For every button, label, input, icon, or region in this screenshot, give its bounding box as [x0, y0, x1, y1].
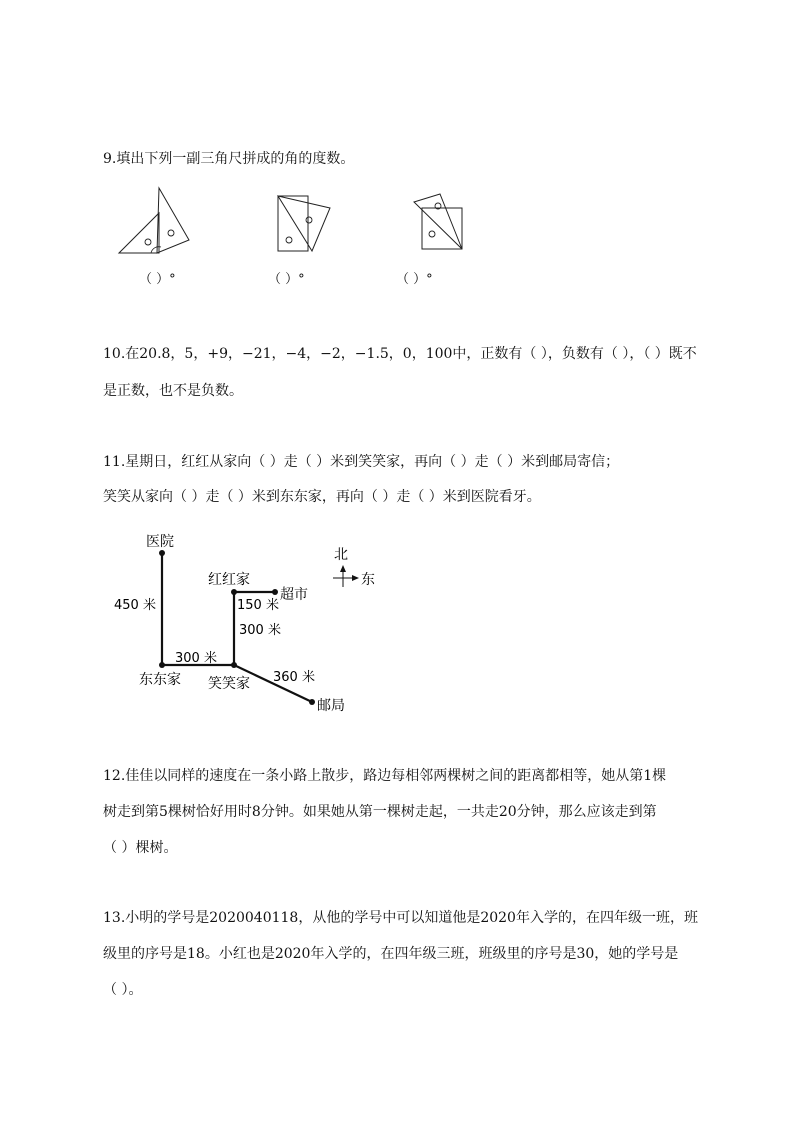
honghong-home-point [231, 589, 237, 595]
q11-line-1: 11.星期日，红红从家向（ ）走（ ）米到笑笑家，再向（ ）走（ ）米到邮局寄信； [103, 454, 620, 470]
distance-300-horizontal-label: 300 米 [175, 651, 217, 666]
q12-line-1: 12.佳佳以同样的速度在一条小路上散步，路边每相邻两棵树之间的距离都相等，她从第1棵 [103, 768, 667, 784]
dongdong-home-label: 东东家 [139, 672, 181, 688]
xiaoxiao-home-point [231, 662, 237, 668]
dongdong-home-point [159, 662, 165, 668]
q13-line-2: 级里的序号是18。小红也是2020年入学的，在四年级三班，班级里的序号是30，她的学号是 [103, 946, 679, 962]
q9-caption-3: （ ）° [396, 272, 433, 287]
q9-caption-1: （ ）° [139, 272, 176, 287]
compass-icon [333, 565, 359, 587]
q12-line-2: 树走到第5棵树恰好用时8分钟。如果她从第一棵树走起，一共走20分钟，那么应该走到第 [103, 804, 657, 820]
q11-line-2: 笑笑从家向（ ）走（ ）米到东东家，再向（ ）走（ ）米到医院看牙。 [103, 489, 541, 505]
q10-line-1: 10.在20.8，5，+9，−21，−4，−2，−1.5，0，100中，正数有（ ），负数有（ ），（ ）既不 [103, 346, 697, 362]
triangle-figure-3 [408, 188, 468, 254]
hospital-label: 医院 [146, 534, 174, 550]
north-label: 北 [334, 547, 348, 563]
supermarket-label: 超市 [280, 587, 308, 603]
route-map [100, 525, 400, 725]
q9-text: 9.填出下列一副三角尺拼成的角的度数。 [103, 151, 355, 167]
triangle-figure-1 [115, 185, 195, 257]
q9-caption-2: （ ）° [268, 272, 305, 287]
q12-line-3: （ ）棵树。 [103, 840, 178, 856]
distance-150-label: 150 米 [237, 598, 279, 613]
q13-line-3: （ ）。 [103, 982, 143, 998]
post-office-label: 邮局 [317, 698, 345, 714]
post-office-point [309, 699, 315, 705]
distance-300-vertical-label: 300 米 [239, 623, 281, 638]
q10-line-2: 是正数，也不是负数。 [103, 383, 243, 399]
xiaoxiao-home-label: 笑笑家 [208, 676, 250, 692]
honghong-home-label: 红红家 [208, 572, 250, 588]
q13-line-1: 13.小明的学号是2020040118，从他的学号中可以知道他是2020年入学的，在四年级一班，班 [103, 910, 698, 926]
triangle-figure-2 [272, 190, 338, 256]
east-label: 东 [361, 572, 375, 588]
distance-450-label: 450 米 [114, 598, 156, 613]
hospital-point [159, 550, 165, 556]
distance-360-label: 360 米 [273, 670, 315, 685]
supermarket-point [272, 589, 278, 595]
